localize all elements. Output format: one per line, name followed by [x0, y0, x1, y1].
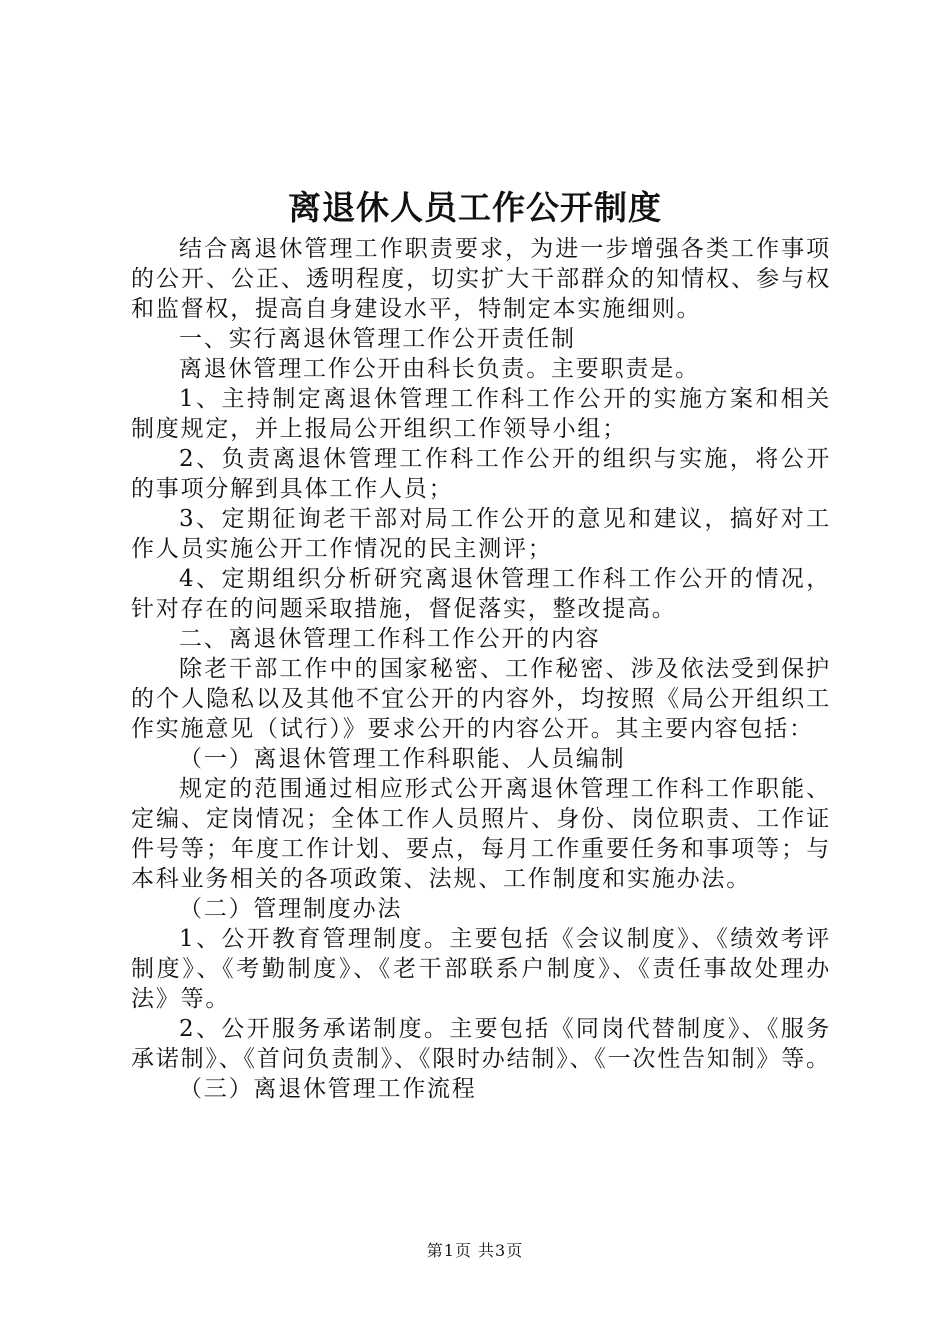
document-body: [131, 234, 831, 1104]
page-number-footer: 第1页 共3页: [426, 1241, 524, 1260]
section-heading-1: 一、实行离退休管理工作公开责任制: [179, 326, 576, 352]
list-item: 4、定期组织分析研究离退休管理工作科工作公开的情况，针对存在的问题采取措施，督促落实，整改提高。: [131, 566, 831, 622]
section-heading-2: 二、离退休管理工作科工作公开的内容: [179, 626, 601, 652]
list-item: 2、负责离退休管理工作科工作公开的组织与实施，将公开的事项分解到具体工作人员；: [131, 446, 831, 502]
paragraph: 规定的范围通过相应形式公开离退休管理工作科工作职能、定编、定岗情况；全体工作人员照片、身份、岗位职责、工作证件号等；年度工作计划、要点，每月工作重要任务和事项等；与本科业务相关的各项政策、法规、工作制度和实施办法。: [131, 776, 831, 892]
list-item: 3、定期征询老干部对局工作公开的意见和建议，搞好对工作人员实施公开工作情况的民主测评；: [131, 506, 831, 562]
list-item: 1、主持制定离退休管理工作科工作公开的实施方案和相关制度规定，并上报局公开组织工作领导小组；: [131, 386, 831, 442]
list-item: 1、公开教育管理制度。主要包括《会议制度》、《绩效考评制度》、《考勤制度》、《老干部联系户制度》、《责任事故处理办法》等。: [131, 926, 831, 1012]
list-item: 2、公开服务承诺制度。主要包括《同岗代替制度》、《服务承诺制》、《首问负责制》、《限时办结制》、《一次性告知制》等。: [131, 1016, 831, 1072]
paragraph: 除老干部工作中的国家秘密、工作秘密、涉及依法受到保护的个人隐私以及其他不宜公开的内容外，均按照《局公开组织工作实施意见（试行）》要求公开的内容公开。其主要内容包括：: [131, 656, 831, 742]
document-title: 离退休人员工作公开制度: [288, 188, 662, 227]
subsection-heading-2: （二）管理制度办法: [179, 896, 403, 922]
subsection-heading-3: （三）离退休管理工作流程: [179, 1076, 477, 1102]
paragraph-intro: 结合离退休管理工作职责要求，为进一步增强各类工作事项的公开、公正、透明程度，切实扩大干部群众的知情权、参与权和监督权，提高自身建设水平，特制定本实施细则。: [131, 236, 831, 322]
paragraph: 离退休管理工作公开由科长负责。主要职责是。: [179, 356, 700, 382]
subsection-heading-1: （一）离退休管理工作科职能、人员编制: [179, 746, 626, 772]
